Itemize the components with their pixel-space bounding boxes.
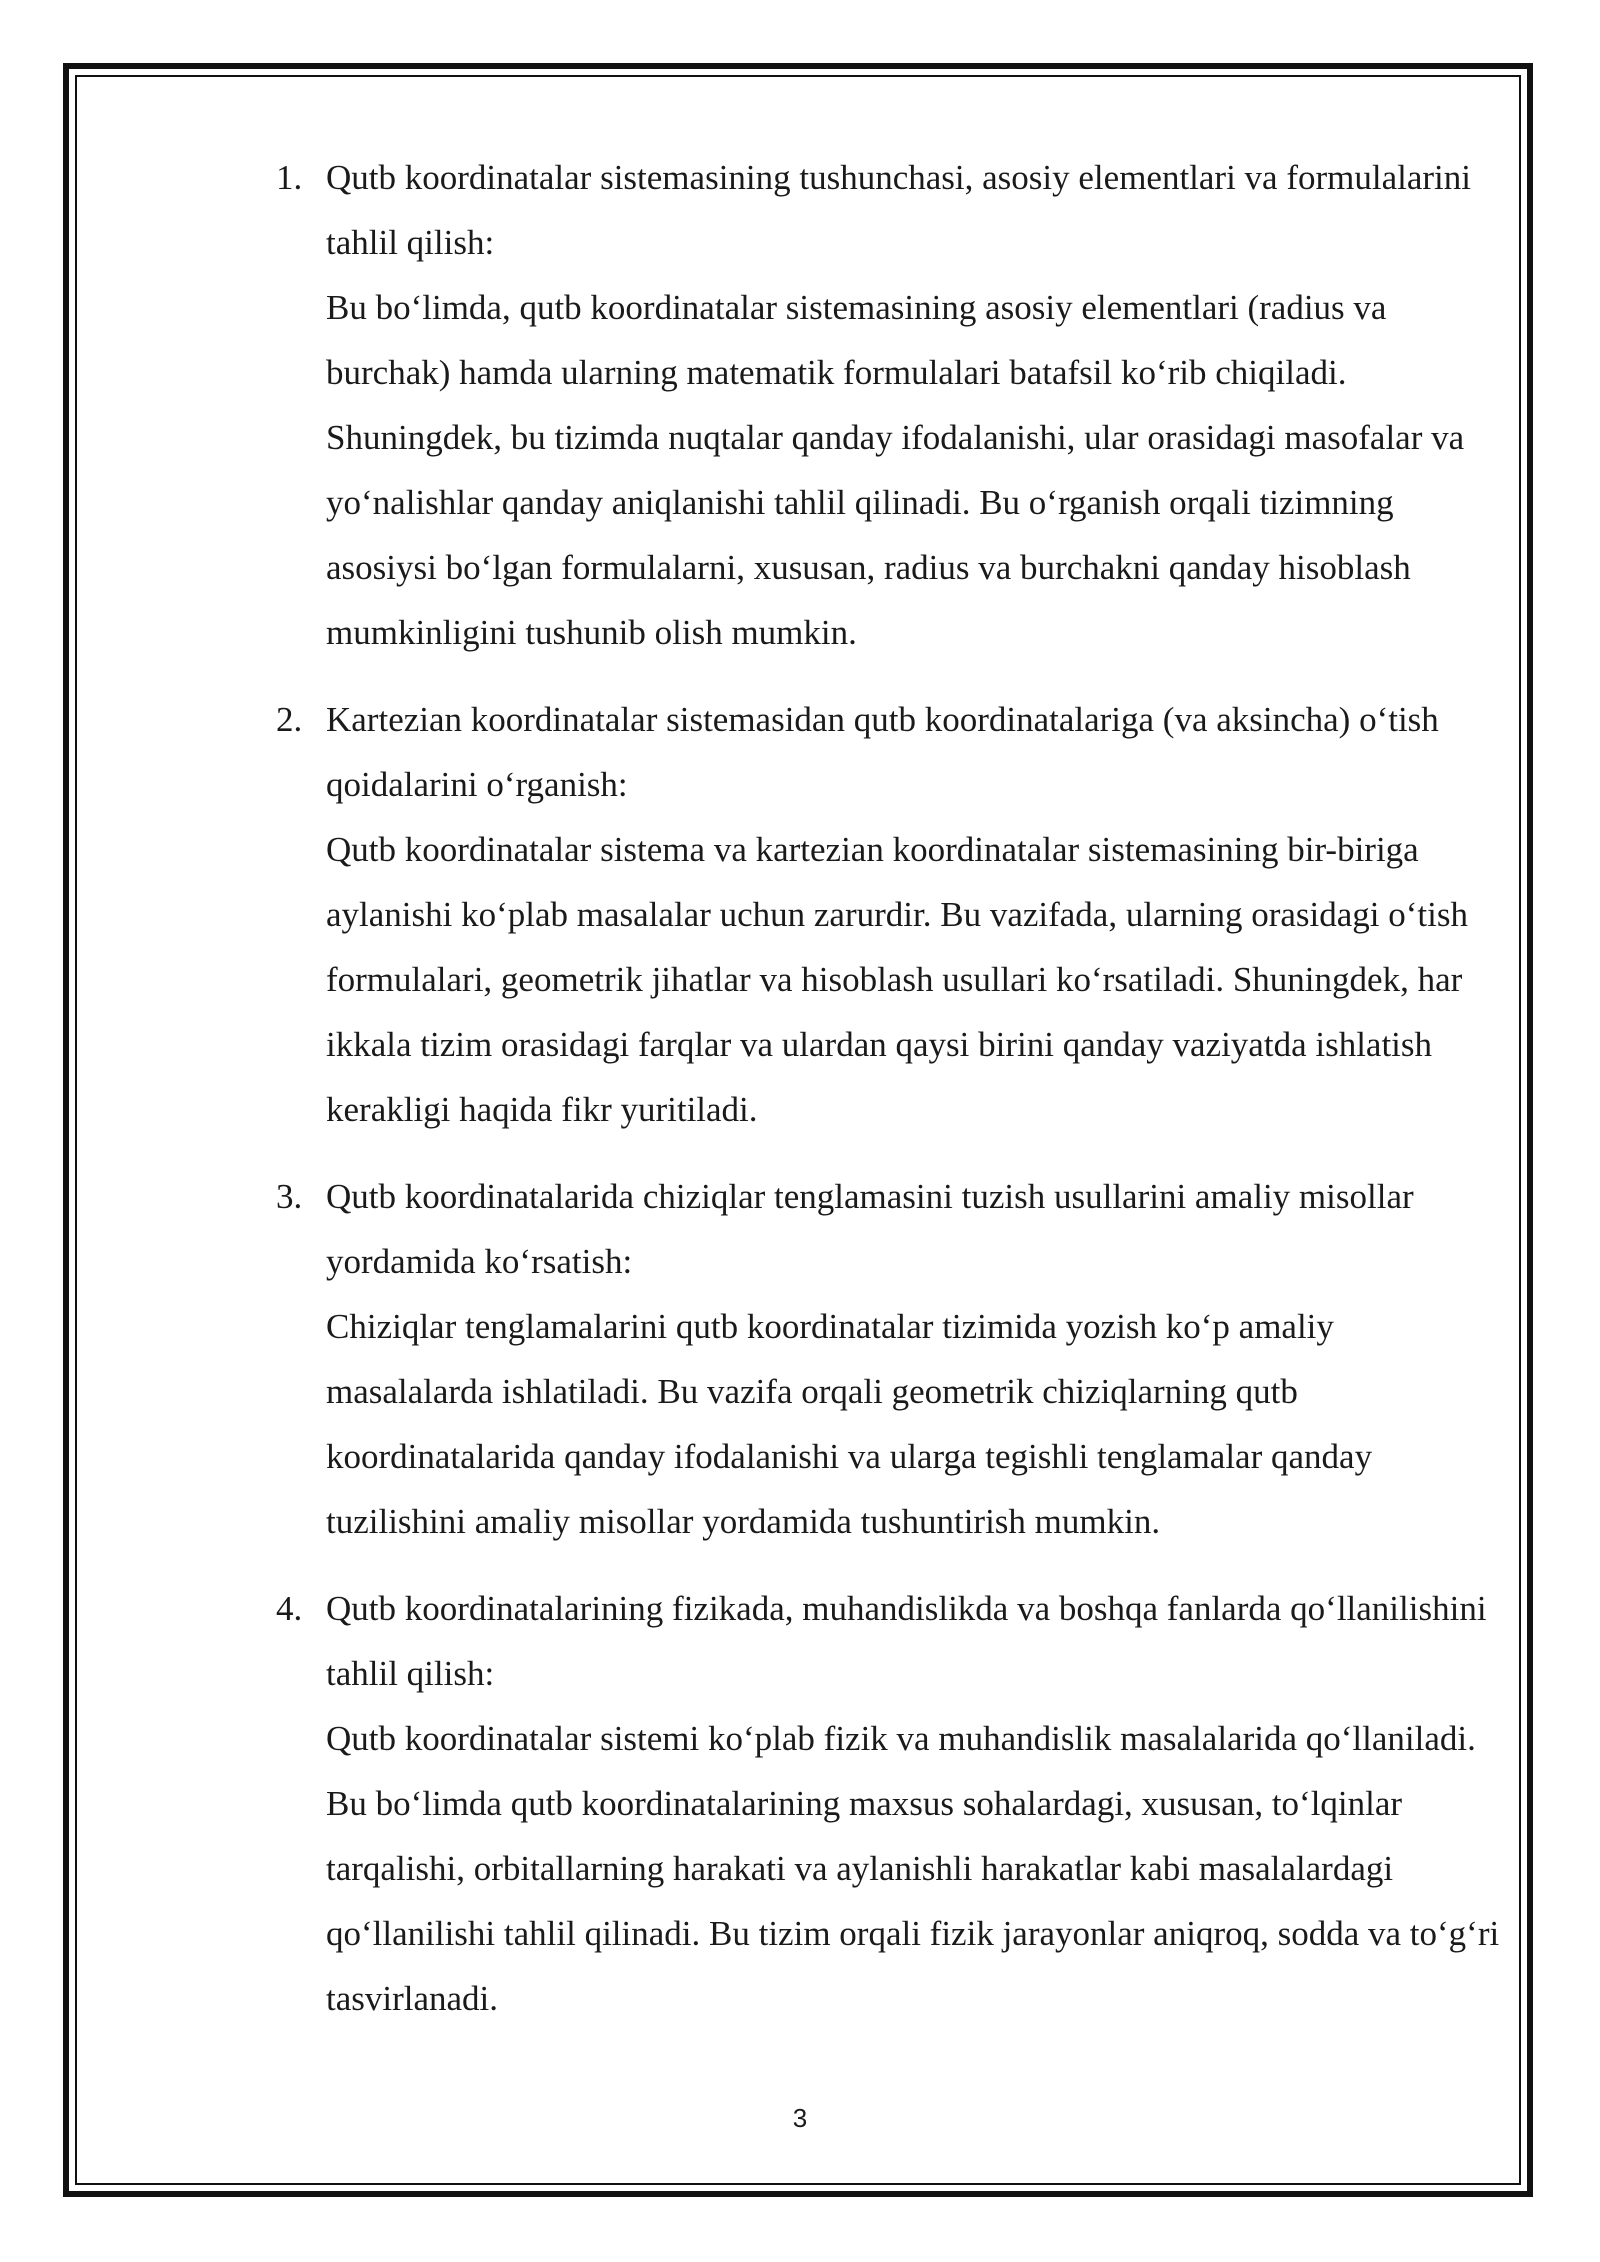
page-content [276,145,1506,2053]
item-body: Qutb koordinatalar sistemi ko‘plab fizik va muhandislik masalalarida qo‘llaniladi. Bu bo‘limda qutb koordinatalarining maxsus sohalardagi, xususan, to‘lqinlar tarqalishi, orbitallarning harakati va aylanishli harakatlar kabi masalalardagi qo‘llanilishi tahlil qilinadi. Bu tizim orqali fizik jarayonlar aniqroq, sodda va to‘g‘ri tasvirlanadi. [326,1719,1500,2018]
item-heading: Qutb koordinatalarida chiziqlar tenglamasini tuzish usullarini amaliy misollar yordamida ko‘rsatish: [326,1177,1414,1281]
item-number: 3. [276,1177,303,1216]
item-heading: Kartezian koordinatalar sistemasidan qutb koordinatalariga (va aksincha) o‘tish qoidalarini o‘rganish: [326,700,1439,804]
item-body: Bu bo‘limda, qutb koordinatalar sistemasining asosiy elementlari (radius va burchak) hamda ularning matematik formulalari batafsil ko‘rib chiqiladi. Shuningdek, bu tizimda nuqtalar qanday ifodalanishi, ular orasidagi masofalar va yo‘nalishlar qanday aniqlanishi tahlil qilinadi. Bu o‘rganish orqali tizimning asosiysi bo‘lgan formulalarni, xususan, radius va burchakni qanday hisoblash mumkinligini tushunib olish mumkin. [326,288,1465,652]
list-item [276,687,1506,1142]
item-number: 1. [276,158,303,197]
task-list [276,145,1506,2031]
item-number: 2. [276,700,303,739]
item-body: Chiziqlar tenglamalarini qutb koordinatalar tizimida yozish ko‘p amaliy masalalarda ishlatiladi. Bu vazifa orqali geometrik chiziqlarning qutb koordinatalarida qanday ifodalanishi va ularga tegishli tenglamalar qanday tuzilishini amaliy misollar yordamida tushuntirish mumkin. [326,1307,1373,1541]
list-item [276,1164,1506,1554]
item-heading: Qutb koordinatalar sistemasining tushunchasi, asosiy elementlari va formulalarini tahlil qilish: [326,158,1472,262]
list-item [276,1576,1506,2031]
item-body: Qutb koordinatalar sistema va kartezian koordinatalar sistemasining bir-biriga aylanishi ko‘plab masalalar uchun zarurdir. Bu vazifada, ularning orasidagi o‘tish formulalari, geometrik jihatlar va hisoblash usullari ko‘rsatiladi. Shuningdek, har ikkala tizim orasidagi farqlar va ulardan qaysi birini qanday vaziyatda ishlatish kerakligi haqida fikr yuritiladi. [326,830,1468,1129]
page-number: 3 [792,2103,808,2133]
item-number: 4. [276,1589,303,1628]
item-heading: Qutb koordinatalarining fizikada, muhandislikda va boshqa fanlarda qo‘llanilishini tahlil qilish: [326,1589,1487,1693]
list-item [276,145,1506,665]
